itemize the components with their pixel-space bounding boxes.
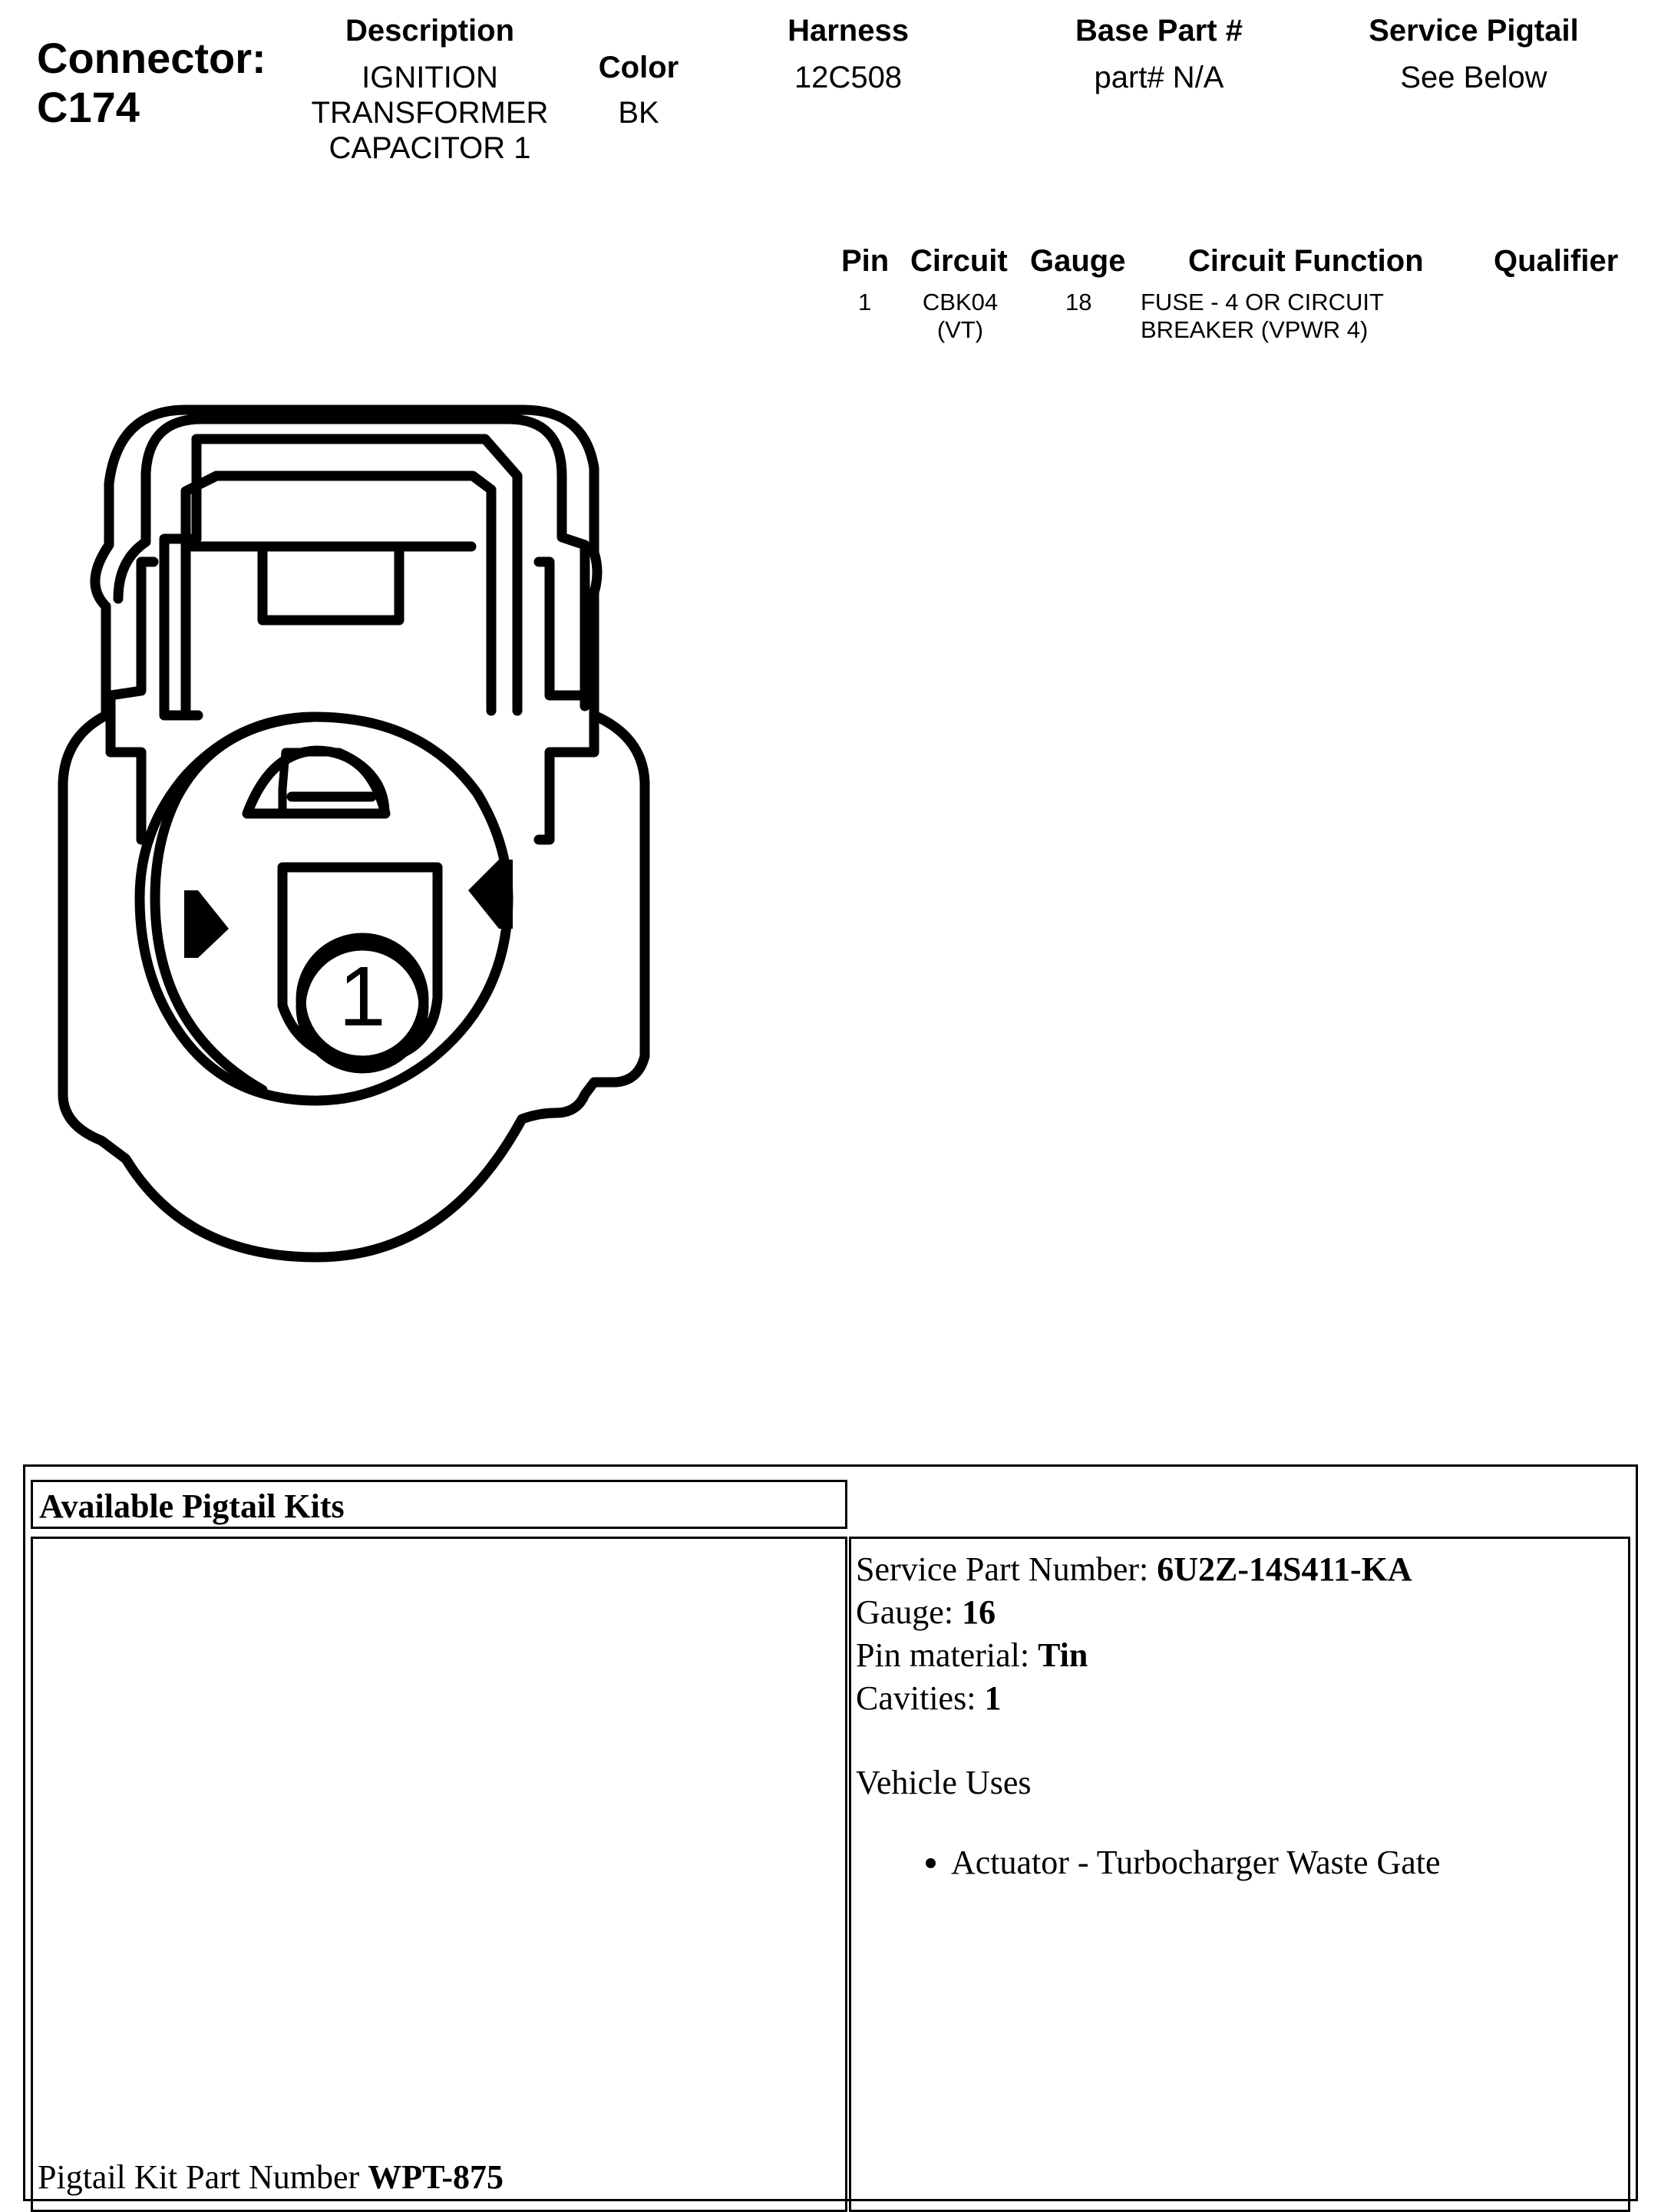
description-line: IGNITION <box>362 61 498 94</box>
description-line: TRANSFORMER <box>311 96 549 130</box>
color-header: Color <box>598 51 679 84</box>
base-part-value: part# N/A <box>1094 61 1224 94</box>
gauge-column-header: Gauge <box>1030 244 1126 278</box>
spec-value: Tin <box>1038 1636 1088 1674</box>
vehicle-use-item: • Actuator - Turbocharger Waste Gate <box>951 1843 1441 1882</box>
color-value: BK <box>618 96 659 130</box>
connector-title <box>37 34 266 132</box>
kit-part-label: Pigtail Kit Part Number <box>38 2158 368 2196</box>
circuit-color: (VT) <box>936 316 984 343</box>
connector-label: Connector: <box>37 34 266 82</box>
base-part-header: Base Part # <box>1075 14 1243 48</box>
pigtail-kit-details-cell <box>849 1537 1630 2212</box>
description-header: Description <box>345 14 515 48</box>
spec-label: Pin material: <box>856 1636 1039 1674</box>
description-value <box>292 60 568 166</box>
spec-label: Cavities: <box>856 1679 985 1717</box>
spec-label: Service Part Number: <box>856 1550 1157 1588</box>
circuit-column-header: Circuit <box>910 244 1008 278</box>
pigtail-kit-header: Available Pigtail Kits <box>39 1487 345 1525</box>
vehicle-uses-title: Vehicle Uses <box>856 1764 1032 1801</box>
cavities <box>856 1679 1001 1718</box>
harness-value: 12C508 <box>794 61 903 94</box>
pin-cell: 1 <box>858 289 872 315</box>
function-line: FUSE - 4 OR CIRCUIT <box>1141 289 1384 315</box>
description-line: CAPACITOR 1 <box>329 131 531 165</box>
spec-label: Gauge: <box>856 1593 963 1631</box>
kit-gauge <box>856 1593 996 1633</box>
circuit-cell <box>910 289 1010 344</box>
service-part-number <box>856 1550 1412 1590</box>
gauge-cell: 18 <box>1065 289 1092 315</box>
circuit-function-column-header: Circuit Function <box>1188 244 1424 278</box>
pin-number-label: 1 <box>338 949 386 1044</box>
pigtail-kit-image-cell <box>31 1537 847 2212</box>
pin-column-header: Pin <box>841 244 890 278</box>
service-pigtail-header: Service Pigtail <box>1369 14 1579 48</box>
pin-material <box>856 1636 1088 1676</box>
spec-value: 1 <box>984 1679 1002 1717</box>
pigtail-kit-header-cell <box>31 1480 847 1529</box>
function-cell <box>1141 289 1384 344</box>
kit-part-value: WPT-875 <box>368 2158 504 2196</box>
harness-header: Harness <box>788 14 909 48</box>
vehicle-uses-list <box>920 1843 1441 1882</box>
connector-face-diagram <box>48 399 662 1266</box>
pigtail-kit-part-number <box>38 2158 504 2197</box>
circuit-code: CBK04 <box>922 289 999 315</box>
spec-value: 16 <box>962 1593 996 1631</box>
connector-id: C174 <box>37 83 140 131</box>
qualifier-column-header: Qualifier <box>1494 244 1619 278</box>
function-line: BREAKER (VPWR 4) <box>1141 316 1369 343</box>
service-pigtail-value: See Below <box>1400 61 1547 94</box>
spec-value: 6U2Z-14S411-KA <box>1157 1550 1412 1588</box>
